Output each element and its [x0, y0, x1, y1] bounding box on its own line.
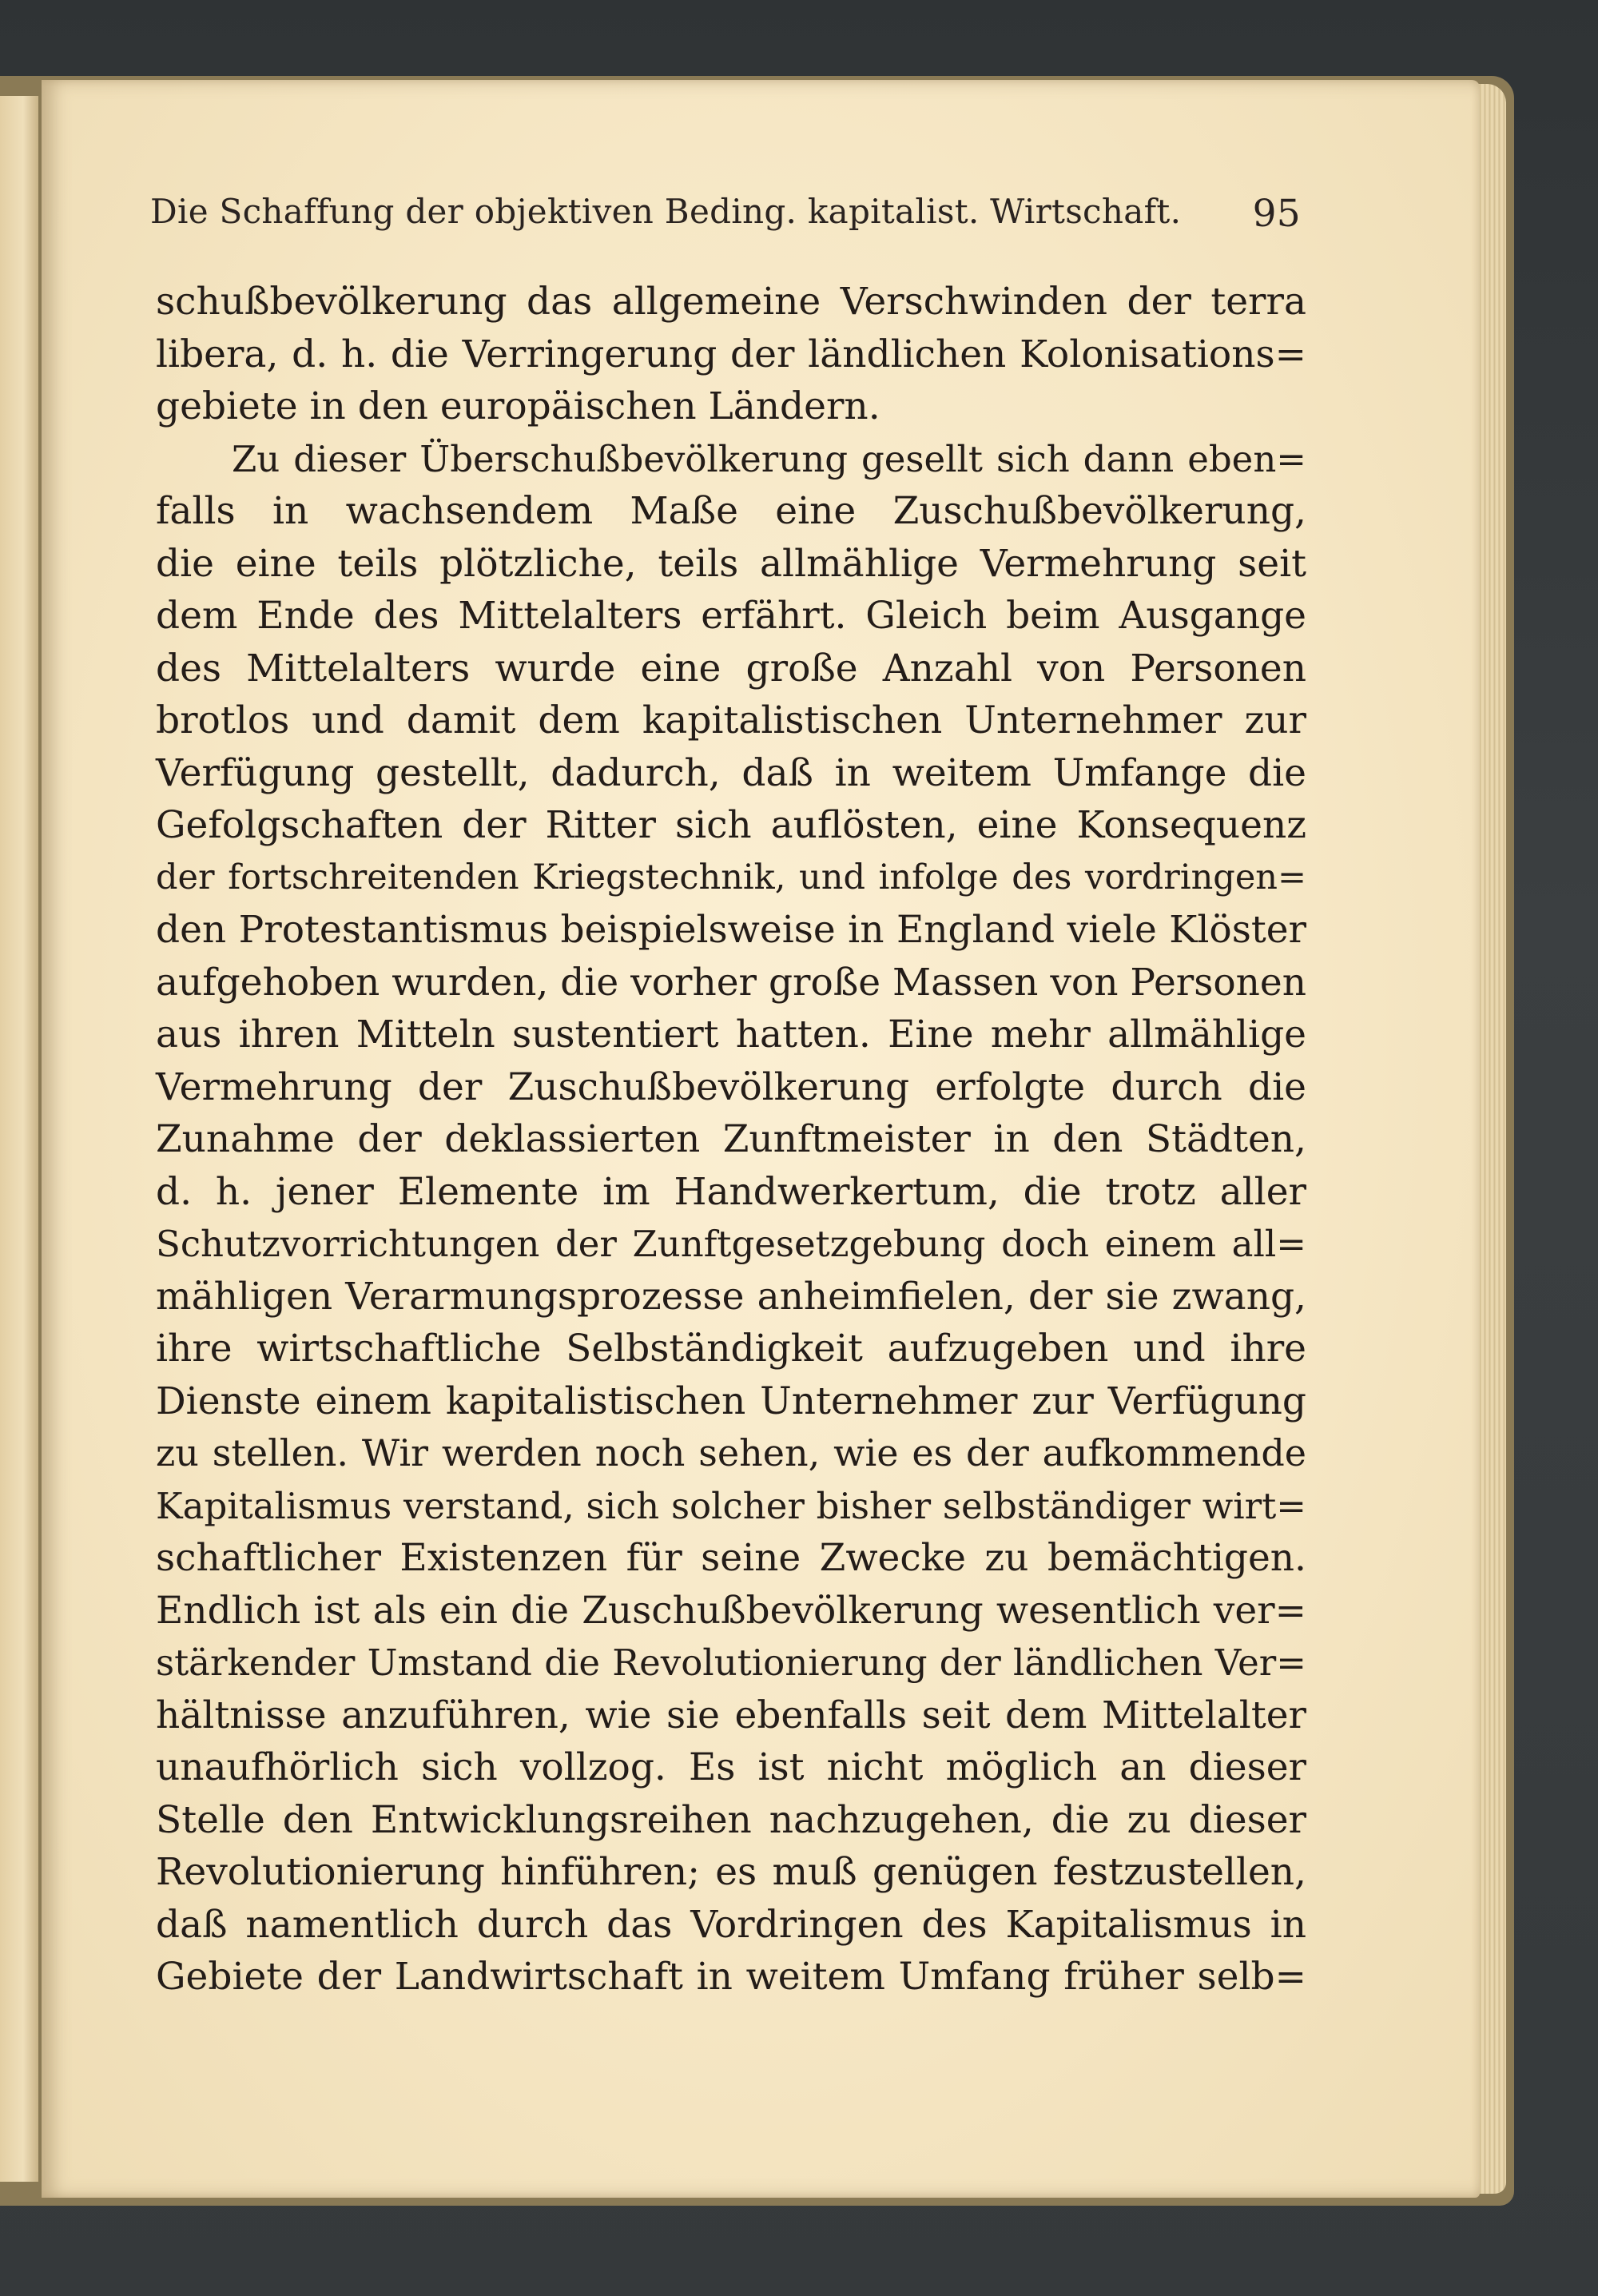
text-line: aufgehoben wurden, die vorher große Massen von Personen [156, 960, 1306, 1005]
text-line: brotlos und damit dem kapitalistischen Unternehmer zur [156, 698, 1306, 742]
text-line: Verfügung gestellt, dadurch, daß in weitem Umfange die [156, 750, 1306, 795]
text-line: gebiete in den europäischen Ländern. [156, 384, 880, 428]
text-line: der fortschreitenden Kriegstechnik, und infolge des vordringen= [156, 857, 1306, 897]
text-line: ihre wirtschaftliche Selbständigkeit aufzugeben und ihre [156, 1327, 1306, 1371]
page-number: 95 [1252, 192, 1301, 236]
text-line: Stelle den Entwicklungsreihen nachzugehen, die zu dieser [156, 1797, 1306, 1842]
body-text [156, 276, 1306, 2004]
text-line: Zu dieser Überschußbevölkerung gesellt sich dann eben= [232, 437, 1306, 480]
text-line: den Protestantismus beispielsweise in England viele Klöster [156, 908, 1306, 952]
text-line: die eine teils plötzliche, teils allmählige Vermehrung seit [156, 541, 1306, 586]
text-line: hältnisse anzuführen, wie sie ebenfalls seit dem Mittelalter [156, 1693, 1306, 1737]
running-head [150, 192, 1301, 248]
text-line: daß namentlich durch das Vordringen des Kapitalismus in [156, 1902, 1306, 1947]
running-head-title: Die Schaffung der objektiven Beding. kapitalist. Wirtschaft. [150, 192, 1182, 231]
text-line: Gefolgschaften der Ritter sich auflösten, eine Konsequenz [156, 803, 1306, 847]
text-line: d. h. jener Elemente im Handwerkertum, die trotz aller [156, 1169, 1306, 1214]
text-line: Kapitalismus verstand, sich solcher bisher selbständiger wirt= [156, 1484, 1306, 1527]
text-line: Zunahme der deklassierten Zunftmeister in den Städten, [156, 1117, 1306, 1161]
text-line: Revolutionierung hinführen; es muß genügen festzustellen, [156, 1850, 1306, 1894]
text-line: zu stellen. Wir werden noch sehen, wie es der aufkommende [156, 1431, 1306, 1474]
left-page-sliver [0, 96, 38, 2182]
text-line: Schutzvorrichtungen der Zunftgesetzgebung doch einem all= [156, 1223, 1306, 1265]
text-line: Gebiete der Landwirtschaft in weitem Umfang früher selb= [156, 1955, 1306, 1999]
text-line: des Mittelalters wurde eine große Anzahl von Personen [156, 646, 1306, 690]
text-line: stärkender Umstand die Revolutionierung der ländlichen Ver= [156, 1641, 1306, 1684]
text-line: schußbevölkerung das allgemeine Verschwinden der terra [156, 280, 1306, 324]
text-line: unaufhörlich sich vollzog. Es ist nicht möglich an dieser [156, 1745, 1306, 1789]
text-line: dem Ende des Mittelalters erfährt. Gleich beim Ausgange [156, 594, 1306, 638]
text-line: Dienste einem kapitalistischen Unternehmer zur Verfügung [156, 1379, 1306, 1423]
text-line: Endlich ist als ein die Zuschußbevölkerung wesentlich ver= [156, 1588, 1306, 1633]
text-line: libera, d. h. die Verringerung der ländlichen Kolonisations= [156, 332, 1306, 376]
text-line: mähligen Verarmungsprozesse anheimfielen, der sie zwang, [156, 1274, 1306, 1319]
text-line: Vermehrung der Zuschußbevölkerung erfolgte durch die [156, 1064, 1306, 1109]
text-line: schaftlicher Existenzen für seine Zwecke zu bemächtigen. [156, 1536, 1306, 1580]
text-line: aus ihren Mitteln sustentiert hatten. Eine mehr allmählige [156, 1013, 1306, 1056]
text-line: falls in wachsendem Maße eine Zuschußbevölkerung, [156, 489, 1306, 533]
